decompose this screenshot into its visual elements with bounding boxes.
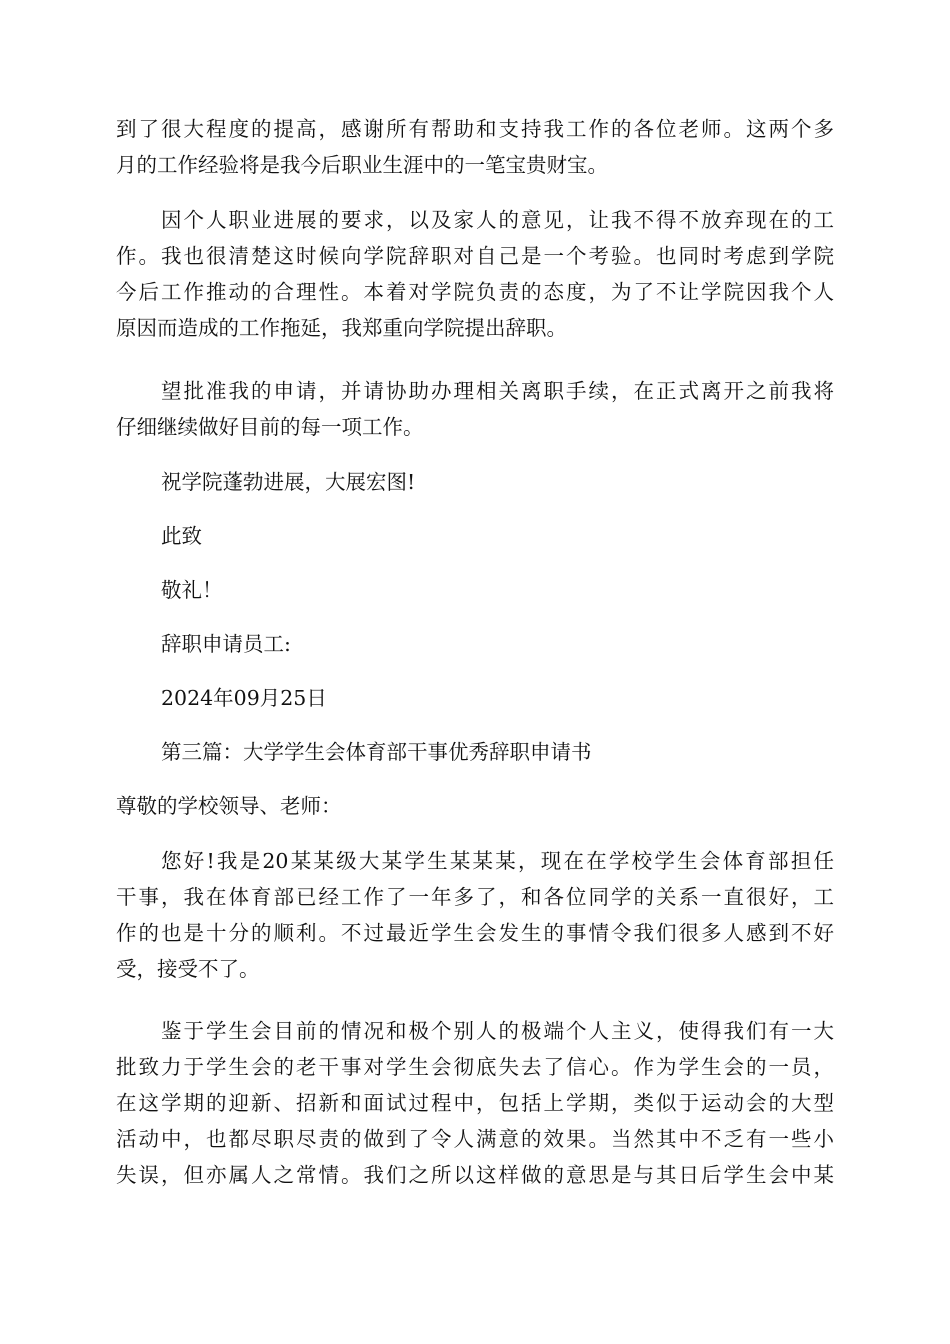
text-line: 到了很大程度的提高，感谢所有帮助和支持我工作的各位老师。这两个多 bbox=[116, 117, 834, 141]
text-line: 因个人职业进展的要求，以及家人的意见，让我不得不放弃现在的工 bbox=[161, 208, 834, 232]
text-line: 月的工作经验将是我今后职业生涯中的一笔宝贵财宝。 bbox=[116, 153, 608, 177]
paragraph-request bbox=[116, 373, 834, 445]
closing-jingli: 敬礼！ bbox=[161, 578, 223, 602]
closing-wish: 祝学院蓬勃进展，大展宏图! bbox=[161, 470, 416, 494]
text-line: 作的也是十分的顺利。不过最近学生会发生的事情令我们很多人感到不好 bbox=[116, 921, 834, 945]
signature-line: 辞职申请员工: bbox=[161, 632, 291, 656]
paragraph-gratitude bbox=[116, 111, 834, 183]
text-line: 干事，我在体育部已经工作了一年多了，和各位同学的关系一直很好，工 bbox=[116, 885, 834, 909]
text-line: 在这学期的迎新、招新和面试过程中，包括上学期，类似于运动会的大型 bbox=[116, 1091, 834, 1115]
text-line: 原因而造成的工作拖延，我郑重向学院提出辞职。 bbox=[116, 316, 567, 340]
text-line: 批致力于学生会的老干事对学生会彻底失去了信心。作为学生会的一员， bbox=[116, 1055, 834, 1079]
text-line: 望批准我的申请，并请协助办理相关离职手续，在正式离开之前我将 bbox=[161, 379, 834, 403]
section-title: 第三篇：大学学生会体育部干事优秀辞职申请书 bbox=[161, 740, 592, 764]
text-line: 今后工作推动的合理性。本着对学院负责的态度，为了不让学院因我个人 bbox=[116, 280, 834, 304]
text-line: 您好!我是20某某级大某学生某某某，现在在学校学生会体育部担任 bbox=[161, 849, 834, 873]
paragraph-reason bbox=[116, 202, 834, 346]
paragraph-greeting bbox=[116, 843, 834, 987]
text-line: 活动中，也都尽职尽责的做到了令人满意的效果。当然其中不乏有一些小 bbox=[116, 1127, 834, 1151]
text-line: 作。我也很清楚这时候向学院辞职对自己是一个考验。也同时考虑到学院 bbox=[116, 244, 834, 268]
closing-cizhi: 此致 bbox=[161, 524, 202, 548]
paragraph-situation bbox=[116, 1013, 834, 1193]
text-line: 受，接受不了。 bbox=[116, 957, 260, 981]
text-line: 仔细继续做好目前的每一项工作。 bbox=[116, 415, 424, 439]
salutation: 尊敬的学校领导、老师： bbox=[116, 794, 342, 818]
date-line: 2024年09月25日 bbox=[161, 686, 327, 710]
text-line: 鉴于学生会目前的情况和极个别人的极端个人主义，使得我们有一大 bbox=[161, 1019, 834, 1043]
text-line: 失误，但亦属人之常情。我们之所以这样做的意思是与其日后学生会中某 bbox=[116, 1163, 834, 1187]
